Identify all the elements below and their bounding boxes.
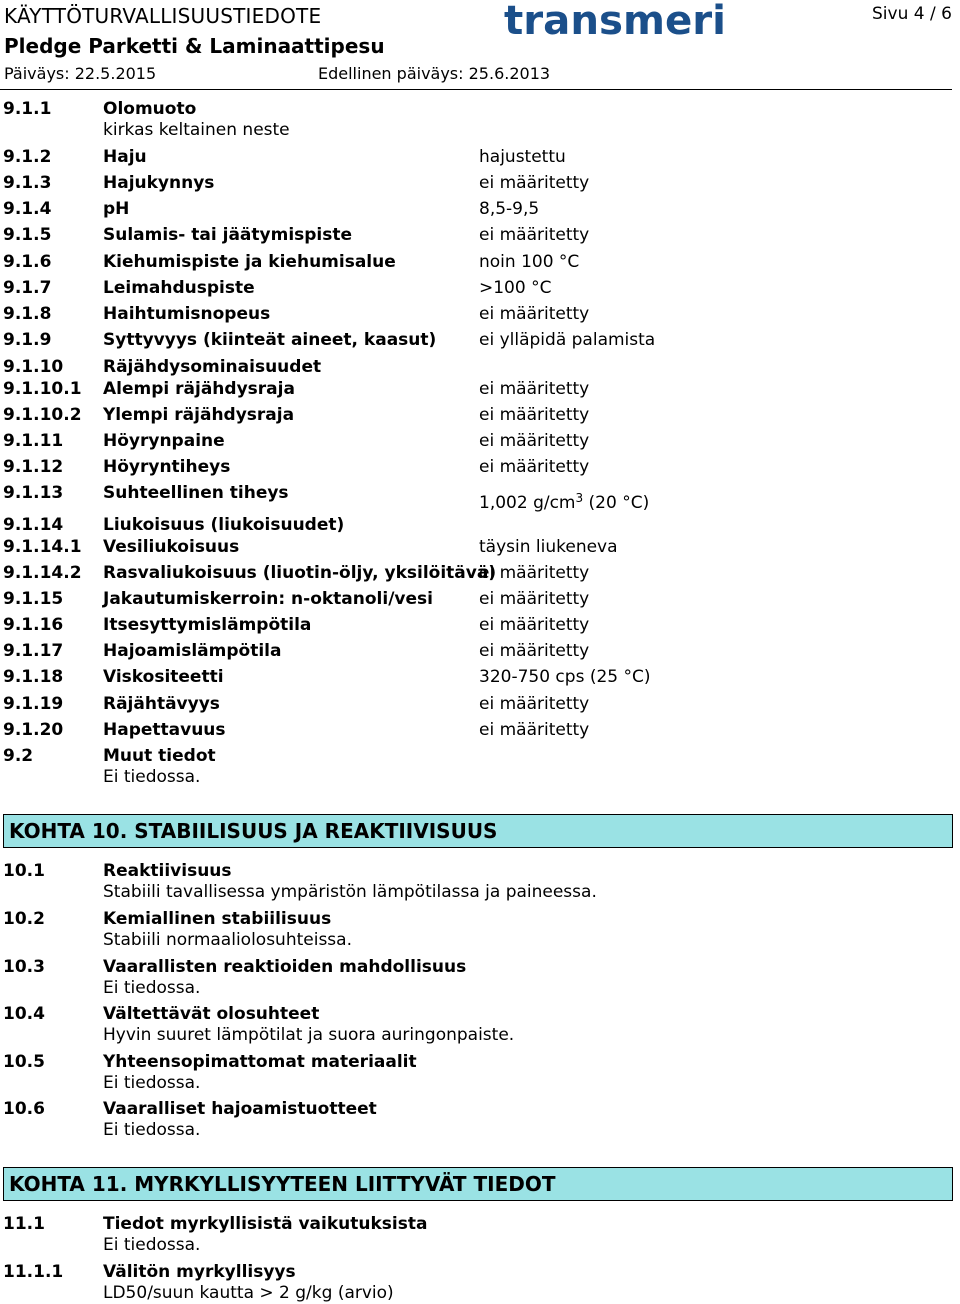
item-number: 9.1.9 bbox=[3, 330, 52, 350]
item-value-text: 1,002 g/cm bbox=[479, 493, 576, 513]
item-value-text: ei määritetty bbox=[479, 589, 590, 609]
item-label: Leimahduspiste bbox=[103, 278, 255, 298]
item-value bbox=[479, 225, 589, 246]
item-label: Vesiliukoisuus bbox=[103, 537, 240, 557]
item-label: Suhteellinen tiheys bbox=[103, 483, 289, 503]
item-number: 9.1.3 bbox=[3, 173, 52, 193]
item-number: 9.1.12 bbox=[3, 457, 64, 477]
item-description: Ei tiedossa. bbox=[103, 1235, 201, 1255]
item-number: 9.1.15 bbox=[3, 589, 64, 609]
item-label: Rasvaliukoisuus (liuotin-öljy, yksilöitävä) bbox=[103, 563, 497, 583]
header-divider bbox=[0, 89, 952, 90]
item-number: 9.1.17 bbox=[3, 641, 64, 661]
transmeri-logo bbox=[504, 2, 732, 42]
item-label: Yhteensopimattomat materiaalit bbox=[103, 1052, 417, 1072]
item-label: Kiehumispiste ja kiehumisalue bbox=[103, 252, 396, 272]
item-value bbox=[479, 537, 618, 558]
item-number: 9.1.14.1 bbox=[3, 537, 82, 557]
item-value bbox=[479, 488, 649, 514]
item-label: Ylempi räjähdysraja bbox=[103, 405, 295, 425]
item-label: Räjähdysominaisuudet bbox=[103, 357, 322, 377]
item-label: Haihtumisnopeus bbox=[103, 304, 271, 324]
item-value bbox=[479, 667, 651, 688]
item-label: Hapettavuus bbox=[103, 720, 226, 740]
item-label: pH bbox=[103, 199, 130, 219]
item-number: 11.1.1 bbox=[3, 1262, 64, 1282]
item-number: 9.1.20 bbox=[3, 720, 64, 740]
item-label: Hajukynnys bbox=[103, 173, 215, 193]
item-value bbox=[479, 173, 589, 194]
item-value bbox=[479, 278, 551, 299]
item-number: 9.1.16 bbox=[3, 615, 64, 635]
item-value-text: täysin liukeneva bbox=[479, 537, 618, 557]
item-value-text: ei määritetty bbox=[479, 720, 590, 740]
item-label: Muut tiedot bbox=[103, 746, 216, 766]
product-name: Pledge Parketti & Laminaattipesu bbox=[4, 34, 385, 58]
svg-text:transmeri: transmeri bbox=[504, 2, 726, 42]
item-label: Vaarallisten reaktioiden mahdollisuus bbox=[103, 957, 467, 977]
item-value bbox=[479, 431, 589, 452]
item-number: 10.5 bbox=[3, 1052, 45, 1072]
item-label: Olomuoto bbox=[103, 99, 197, 119]
item-description: Ei tiedossa. bbox=[103, 978, 201, 998]
item-number: 9.1.1 bbox=[3, 99, 52, 119]
item-value bbox=[479, 641, 589, 662]
item-number: 9.1.11 bbox=[3, 431, 64, 451]
item-value bbox=[479, 379, 589, 400]
item-value-text: ei määritetty bbox=[479, 457, 590, 477]
page-header bbox=[0, 0, 960, 90]
item-label: Räjähtävyys bbox=[103, 694, 220, 714]
item-value-text: ei ylläpidä palamista bbox=[479, 330, 656, 350]
item-value bbox=[479, 330, 655, 351]
item-label: Liukoisuus (liukoisuudet) bbox=[103, 515, 345, 535]
item-description: Ei tiedossa. bbox=[103, 767, 201, 787]
item-value bbox=[479, 199, 539, 220]
item-number: 9.1.8 bbox=[3, 304, 52, 324]
item-label: Sulamis- tai jäätymispiste bbox=[103, 225, 353, 245]
item-number: 10.2 bbox=[3, 909, 45, 929]
item-value-text: 8,5-9,5 bbox=[479, 199, 540, 219]
item-number: 10.6 bbox=[3, 1099, 45, 1119]
item-number: 9.1.4 bbox=[3, 199, 52, 219]
item-label: Haju bbox=[103, 147, 147, 167]
item-number: 11.1 bbox=[3, 1214, 45, 1234]
item-value-exponent: 3 bbox=[575, 491, 584, 505]
item-number: 9.2 bbox=[3, 746, 34, 766]
item-value bbox=[479, 720, 589, 741]
item-description: kirkas keltainen neste bbox=[103, 120, 290, 140]
item-value-text: >100 °C bbox=[479, 278, 552, 298]
item-description: Ei tiedossa. bbox=[103, 1120, 201, 1140]
item-number: 9.1.18 bbox=[3, 667, 64, 687]
item-value-text: ei määritetty bbox=[479, 615, 590, 635]
item-number: 10.1 bbox=[3, 861, 45, 881]
item-description: Hyvin suuret lämpötilat ja suora auringonpaiste. bbox=[103, 1025, 515, 1045]
item-number: 10.4 bbox=[3, 1004, 45, 1024]
item-number: 9.1.5 bbox=[3, 225, 52, 245]
item-value bbox=[479, 304, 589, 325]
item-value bbox=[479, 615, 589, 636]
item-value-text: noin 100 °C bbox=[479, 252, 580, 272]
item-label: Tiedot myrkyllisistä vaikutuksista bbox=[103, 1214, 428, 1234]
item-number: 9.1.2 bbox=[3, 147, 52, 167]
item-value bbox=[479, 589, 589, 610]
item-label: Hajoamislämpötila bbox=[103, 641, 282, 661]
issue-date: Päiväys: 22.5.2015 bbox=[4, 64, 157, 83]
section-10-heading: KOHTA 10. STABIILISUUS JA REAKTIIVISUUS bbox=[3, 814, 953, 848]
item-value bbox=[479, 405, 589, 426]
item-value-text: ei määritetty bbox=[479, 379, 590, 399]
item-value bbox=[479, 147, 566, 168]
item-description: Ei tiedossa. bbox=[103, 1073, 201, 1093]
previous-date: Edellinen päiväys: 25.6.2013 bbox=[318, 64, 551, 83]
item-value bbox=[479, 252, 579, 273]
item-number: 9.1.10.1 bbox=[3, 379, 82, 399]
item-number: 9.1.13 bbox=[3, 483, 64, 503]
section-11-heading: KOHTA 11. MYRKYLLISYYTEEN LIITTYVÄT TIEDOT bbox=[3, 1167, 953, 1201]
item-label: Syttyvyys (kiinteät aineet, kaasut) bbox=[103, 330, 437, 350]
item-value-text: ei määritetty bbox=[479, 694, 590, 714]
item-label: Vältettävät olosuhteet bbox=[103, 1004, 320, 1024]
item-label: Vaaralliset hajoamistuotteet bbox=[103, 1099, 377, 1119]
item-value-text: 320-750 cps (25 °C) bbox=[479, 667, 651, 687]
item-description: Stabiili normaaliolosuhteissa. bbox=[103, 930, 352, 950]
item-label: Höyrynpaine bbox=[103, 431, 225, 451]
item-number: 9.1.6 bbox=[3, 252, 52, 272]
page-number: Sivu 4 / 6 bbox=[872, 4, 952, 24]
item-label: Reaktiivisuus bbox=[103, 861, 232, 881]
item-value-text: ei määritetty bbox=[479, 304, 590, 324]
item-value-text: ei määritetty bbox=[479, 563, 590, 583]
item-value-text: ei määritetty bbox=[479, 225, 590, 245]
item-label: Alempi räjähdysraja bbox=[103, 379, 295, 399]
item-label: Itsesyttymislämpötila bbox=[103, 615, 312, 635]
item-number: 9.1.14.2 bbox=[3, 563, 82, 583]
item-number: 9.1.10.2 bbox=[3, 405, 82, 425]
item-value-text: ei määritetty bbox=[479, 431, 590, 451]
item-value bbox=[479, 563, 589, 584]
item-value bbox=[479, 457, 589, 478]
item-number: 9.1.10 bbox=[3, 357, 64, 377]
item-description: Stabiili tavallisessa ympäristön lämpötilassa ja paineessa. bbox=[103, 882, 597, 902]
item-label: Välitön myrkyllisyys bbox=[103, 1262, 296, 1282]
item-number: 9.1.14 bbox=[3, 515, 64, 535]
document-title: KÄYTTÖTURVALLISUUSTIEDOTE bbox=[4, 4, 322, 28]
item-value bbox=[479, 694, 589, 715]
item-value-text: ei määritetty bbox=[479, 173, 590, 193]
item-label: Jakautumiskerroin: n-oktanoli/vesi bbox=[103, 589, 433, 609]
item-number: 9.1.7 bbox=[3, 278, 52, 298]
item-label: Viskositeetti bbox=[103, 667, 224, 687]
item-value-text: ei määritetty bbox=[479, 405, 590, 425]
item-value-suffix: (20 °C) bbox=[583, 493, 650, 513]
item-value-text: ei määritetty bbox=[479, 641, 590, 661]
item-description: LD50/suun kautta > 2 g/kg (arvio) bbox=[103, 1283, 394, 1303]
item-label: Höyryntiheys bbox=[103, 457, 231, 477]
item-label: Kemiallinen stabiilisuus bbox=[103, 909, 332, 929]
item-number: 9.1.19 bbox=[3, 694, 64, 714]
item-number: 10.3 bbox=[3, 957, 45, 977]
item-value-text: hajustettu bbox=[479, 147, 566, 167]
